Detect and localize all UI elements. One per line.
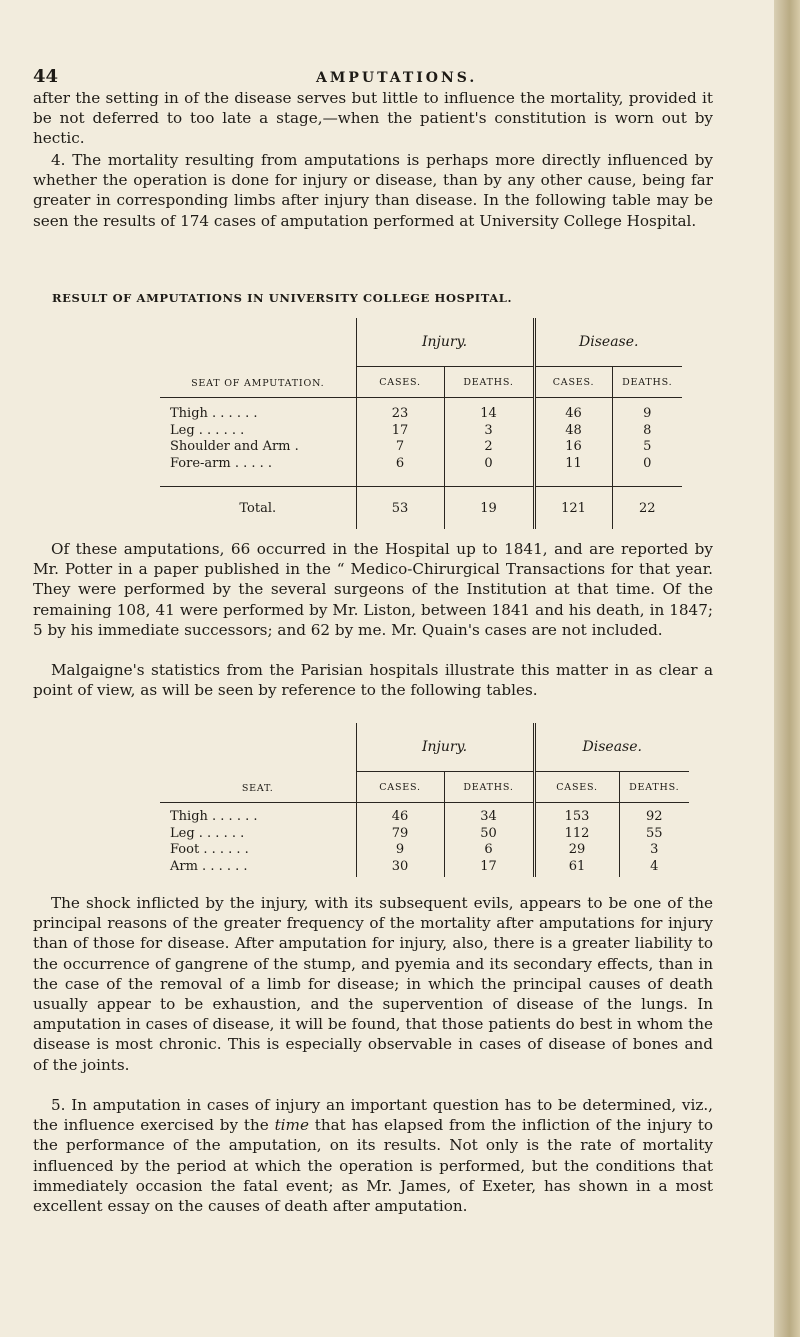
t1-total-cell: 19 [444,487,534,530]
paragraph-6-emphasis: time [274,1116,309,1135]
t1-row-seat: Thigh . . . . . . [170,406,258,421]
paragraph-6-end: that has elapsed from the infliction of the injury to the performance of the amputation, on its results. Not only is the rate of mortality influenced by the period at which the operation is performed, but the conditions that immediately occasion the fatal event; as Mr. James, of Exeter, has shown in a most excellent essay on the causes of death after amputation. [33,1116,713,1216]
t2-cell: 34 [480,809,497,824]
t2-cell: 79 [391,825,409,841]
t2-group-disease: Disease. [534,723,689,772]
paragraph-6 [33,1095,713,1216]
t1-cell: 23 [391,406,409,421]
paragraph-2: 4. The mortality resulting from amputations is perhaps more directly influenced by whether the operation is done for injury or disease, than by any other cause, being far greater in corresponding limbs after injury than disease. In the following table may be seen the results of 174 cases of amputation performed at University College Hospital. [33,151,713,230]
t1-cell: 0 [643,455,652,471]
t1-row-seat: Fore-arm . . . . . [170,455,273,471]
t2-cell: 17 [480,858,497,874]
t1-cell: 8 [643,422,652,438]
t1-total-cell: 121 [534,487,612,530]
t1-cell: 7 [395,439,405,454]
t2-cell: 55 [645,825,663,841]
t1-cell: 14 [480,406,497,421]
t1-total-cell: 53 [356,487,444,530]
t1-col-inj-deaths: DEATHS. [444,367,534,398]
t1-total-cell: 22 [612,487,682,530]
t1-group-injury: Injury. [356,318,534,367]
t2-col-inj-deaths: DEATHS. [444,772,534,803]
page-edge [774,0,800,1337]
t2-col-dis-deaths: DEATHS. [619,772,689,803]
t1-cell: 5 [643,439,652,454]
t1-row-seat: Shoulder and Arm . [170,439,299,454]
t2-col-inj-cases: CASES. [356,772,444,803]
t1-total-label: Total. [160,487,356,530]
page-number: 44 [33,66,59,87]
t2-cell: 6 [484,842,493,857]
running-head: AMPUTATIONS. [316,70,478,86]
t2-cell: 29 [568,842,586,857]
t2-cell: 3 [650,842,659,857]
t1-col-dis-deaths: DEATHS. [612,367,682,398]
t2-cell: 46 [391,809,409,824]
table-1 [160,318,682,529]
paragraph-1: after the setting in of the disease serves but little to influence the mortality, provided it be not deferred to too late a stage,—when the patient's constitution is worn out by hectic. [33,89,713,148]
t1-cell: 9 [643,406,652,421]
t1-cell: 3 [484,422,493,438]
t1-col-inj-cases: CASES. [356,367,444,398]
paragraph-5: The shock inflicted by the injury, with its subsequent evils, appears to be one of the principal reasons of the greater frequency of the mortality after amputations for injury than of those for disease. After amputation for injury, also, there is a greater liability to the occurrence of gangrene of the stump, and pyemia and its secondary effects, than in the case of the removal of a limb for disease; in which the principal causes of death usually appear to be exhaustion, and the supervention of disease of the lungs. In amputation in cases of disease, it will be found, that those patients do best in whom the disease is most chronic. This is especially observable in cases of disease of bones and of the joints. [33,894,713,1074]
t1-cell: 17 [391,422,409,438]
t2-col-seat: SEAT. [241,783,274,794]
t2-row-seat: Thigh . . . . . . [170,809,258,824]
t1-group-disease: Disease. [534,318,682,367]
t2-cell: 50 [480,825,497,841]
t1-cell: 46 [565,406,582,421]
t2-cell: 61 [568,858,586,874]
paragraph-4: Malgaigne's statistics from the Parisian hospitals illustrate this matter in as clear a point of view, as will be seen by reference to the following tables. [33,661,713,700]
t1-cell: 48 [565,422,582,438]
t2-cell: 92 [645,809,663,824]
t2-row-seat: Foot . . . . . . [170,842,249,857]
t1-col-seat: SEAT OF AMPUTATION. [191,378,325,389]
t2-row-seat: Leg . . . . . . [170,825,245,841]
paragraph-6-start: 5. In amputation in cases of injury an important question has to be determined, viz., the influence exercised by the [33,1096,713,1135]
paragraph-3: Of these amputations, 66 occurred in the Hospital up to 1841, and are reported by Mr. Potter in a paper published in the “ Medico-Chirurgical Transactions for that year. They were performed by the several surgeons of the Institution at that time. Of the remaining 108, 41 were performed by Mr. Liston, between 1841 and his death, in 1847; 5 by his immediate successors; and 62 by me. Mr. Quain's cases are not included. [33,540,713,639]
t1-cell: 6 [395,455,405,471]
t1-row-seat: Leg . . . . . . [170,422,245,438]
t1-cell: 11 [565,455,582,471]
t2-cell: 30 [391,858,409,874]
t1-cell: 2 [484,439,493,454]
t1-col-dis-cases: CASES. [534,367,612,398]
t2-group-injury: Injury. [356,723,534,772]
t2-cell: 112 [564,825,590,841]
t2-cell: 9 [395,842,405,857]
t1-cell: 16 [565,439,582,454]
table-2 [160,723,689,877]
t1-cell: 0 [484,455,493,471]
table-1-caption: RESULT OF AMPUTATIONS IN UNIVERSITY COLLEGE HOSPITAL. [52,291,513,305]
t2-col-dis-cases: CASES. [534,772,619,803]
t2-row-seat: Arm . . . . . . [170,858,248,874]
t2-cell: 153 [564,809,590,824]
t2-cell: 4 [650,858,659,874]
